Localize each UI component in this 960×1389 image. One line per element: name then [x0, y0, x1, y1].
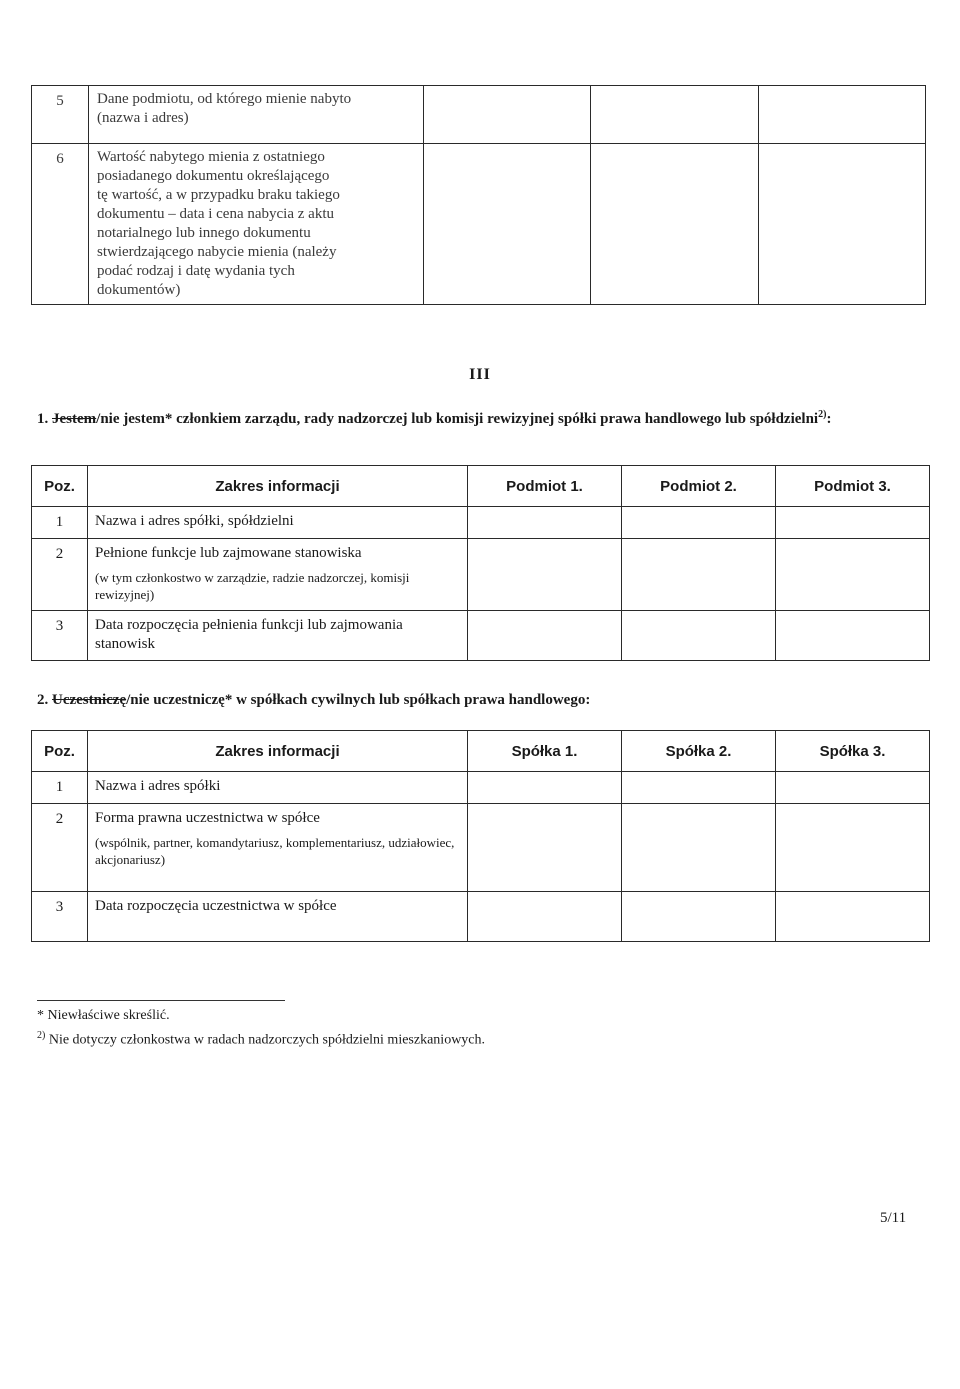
row-number: 3 [32, 892, 88, 942]
company-participation-table [31, 730, 930, 942]
row-label-note: (w tym członkostwo w zarządzie, radzie nadzorczej, komisji rewizyjnej) [95, 570, 410, 602]
answer-cell[interactable] [776, 804, 930, 892]
header-spolka-2: Spółka 2. [622, 731, 776, 772]
answer-cell[interactable] [591, 144, 758, 305]
question-board-membership [37, 405, 922, 429]
answer-cell[interactable] [776, 892, 930, 942]
page-number: 5/11 [880, 1210, 907, 1226]
row-label: Data rozpoczęcia pełnienia funkcji lub zajmowania stanowisk [88, 611, 468, 661]
header-zakres: Zakres informacji [88, 731, 468, 772]
answer-cell[interactable] [776, 539, 930, 611]
answer-cell[interactable] [622, 611, 776, 661]
answer-cell[interactable] [468, 804, 622, 892]
question-text: /nie jestem* członkiem zarządu, rady nadzorczej lub komisji rewizyjnej spółki prawa handlowego lub spółdzielni [96, 411, 819, 427]
question-number: 1. [37, 411, 49, 427]
answer-cell[interactable] [776, 611, 930, 661]
table-row [32, 611, 930, 661]
row-label-main: Pełnione funkcje lub zajmowane stanowiska [95, 545, 362, 561]
row-label [89, 144, 424, 305]
header-poz: Poz. [32, 731, 88, 772]
header-podmiot-1: Podmiot 1. [468, 466, 622, 507]
answer-cell[interactable] [468, 772, 622, 804]
row-label [89, 86, 424, 144]
row-label: Nazwa i adres spółki, spółdzielni [88, 507, 468, 539]
answer-cell[interactable] [622, 772, 776, 804]
board-membership-table [31, 465, 930, 661]
table-row [32, 804, 930, 892]
answer-cell[interactable] [424, 86, 591, 144]
row-label: Data rozpoczęcia uczestnictwa w spółce [88, 892, 468, 942]
answer-cell[interactable] [468, 611, 622, 661]
question-colon: : [826, 411, 832, 427]
answer-cell[interactable] [776, 507, 930, 539]
row-number: 6 [32, 144, 89, 305]
answer-cell[interactable] [776, 772, 930, 804]
struck-option: Jestem [52, 411, 97, 427]
table-header-row [32, 731, 930, 772]
table-header-row [32, 466, 930, 507]
answer-cell[interactable] [622, 507, 776, 539]
label-line: Wartość nabytego mienia z ostatniego [97, 149, 325, 165]
header-poz: Poz. [32, 466, 88, 507]
header-spolka-3: Spółka 3. [776, 731, 930, 772]
label-line: (nazwa i adres) [97, 110, 189, 126]
row-number: 2 [32, 804, 88, 892]
answer-cell[interactable] [622, 539, 776, 611]
answer-cell[interactable] [622, 892, 776, 942]
answer-cell[interactable] [424, 144, 591, 305]
label-line: dokumentów) [97, 282, 181, 298]
header-podmiot-3: Podmiot 3. [776, 466, 930, 507]
label-line: notarialnego lub innego dokumentu [97, 225, 311, 241]
section-heading: III [469, 366, 491, 383]
answer-cell[interactable] [468, 892, 622, 942]
answer-cell[interactable] [468, 507, 622, 539]
answer-cell[interactable] [468, 539, 622, 611]
header-podmiot-2: Podmiot 2. [622, 466, 776, 507]
label-line: podać rodzaj i datę wydania tych [97, 263, 295, 279]
footnote-divider [37, 1000, 285, 1001]
row-number: 1 [32, 507, 88, 539]
row-number: 2 [32, 539, 88, 611]
label-line: tę wartość, a w przypadku braku takiego [97, 187, 340, 203]
question-company-participation [37, 690, 922, 710]
table-row [32, 539, 930, 611]
label-line: stwierdzającego nabycie mienia (należy [97, 244, 337, 260]
question-text: /nie uczestniczę* w spółkach cywilnych lub spółkach prawa handlowego: [126, 692, 591, 708]
answer-cell[interactable] [758, 86, 925, 144]
answer-cell[interactable] [591, 86, 758, 144]
row-label-main: Forma prawna uczestnictwa w spółce [95, 810, 320, 826]
footnote-ref: 2) [818, 409, 827, 420]
header-zakres: Zakres informacji [88, 466, 468, 507]
table-row [32, 772, 930, 804]
struck-option: Uczestniczę [52, 692, 127, 708]
row-number: 5 [32, 86, 89, 144]
row-number: 1 [32, 772, 88, 804]
answer-cell[interactable] [622, 804, 776, 892]
footnote-2-text: Nie dotyczy członkostwa w radach nadzorczych spółdzielni mieszkaniowych. [45, 1032, 486, 1048]
table-row [32, 892, 930, 942]
asset-table-continuation [31, 85, 926, 305]
answer-cell[interactable] [758, 144, 925, 305]
question-number: 2. [37, 692, 49, 708]
label-line: Dane podmiotu, od którego mienie nabyto [97, 91, 352, 107]
row-label [88, 804, 468, 892]
row-number: 3 [32, 611, 88, 661]
header-spolka-1: Spółka 1. [468, 731, 622, 772]
table-row [32, 144, 926, 305]
row-label [88, 539, 468, 611]
footnote-2-marker: 2) [37, 1030, 46, 1041]
footnote-1: * Niewłaściwe skreślić. [37, 1008, 170, 1023]
row-label-note: (wspólnik, partner, komandytariusz, komplementariusz, udziałowiec, akcjonariusz) [95, 835, 455, 867]
row-label: Nazwa i adres spółki [88, 772, 468, 804]
table-row [32, 507, 930, 539]
label-line: dokumentu – data i cena nabycia z aktu [97, 206, 334, 222]
footnote-2 [37, 1030, 485, 1049]
table-row [32, 86, 926, 144]
label-line: posiadanego dokumentu określającego [97, 168, 330, 184]
